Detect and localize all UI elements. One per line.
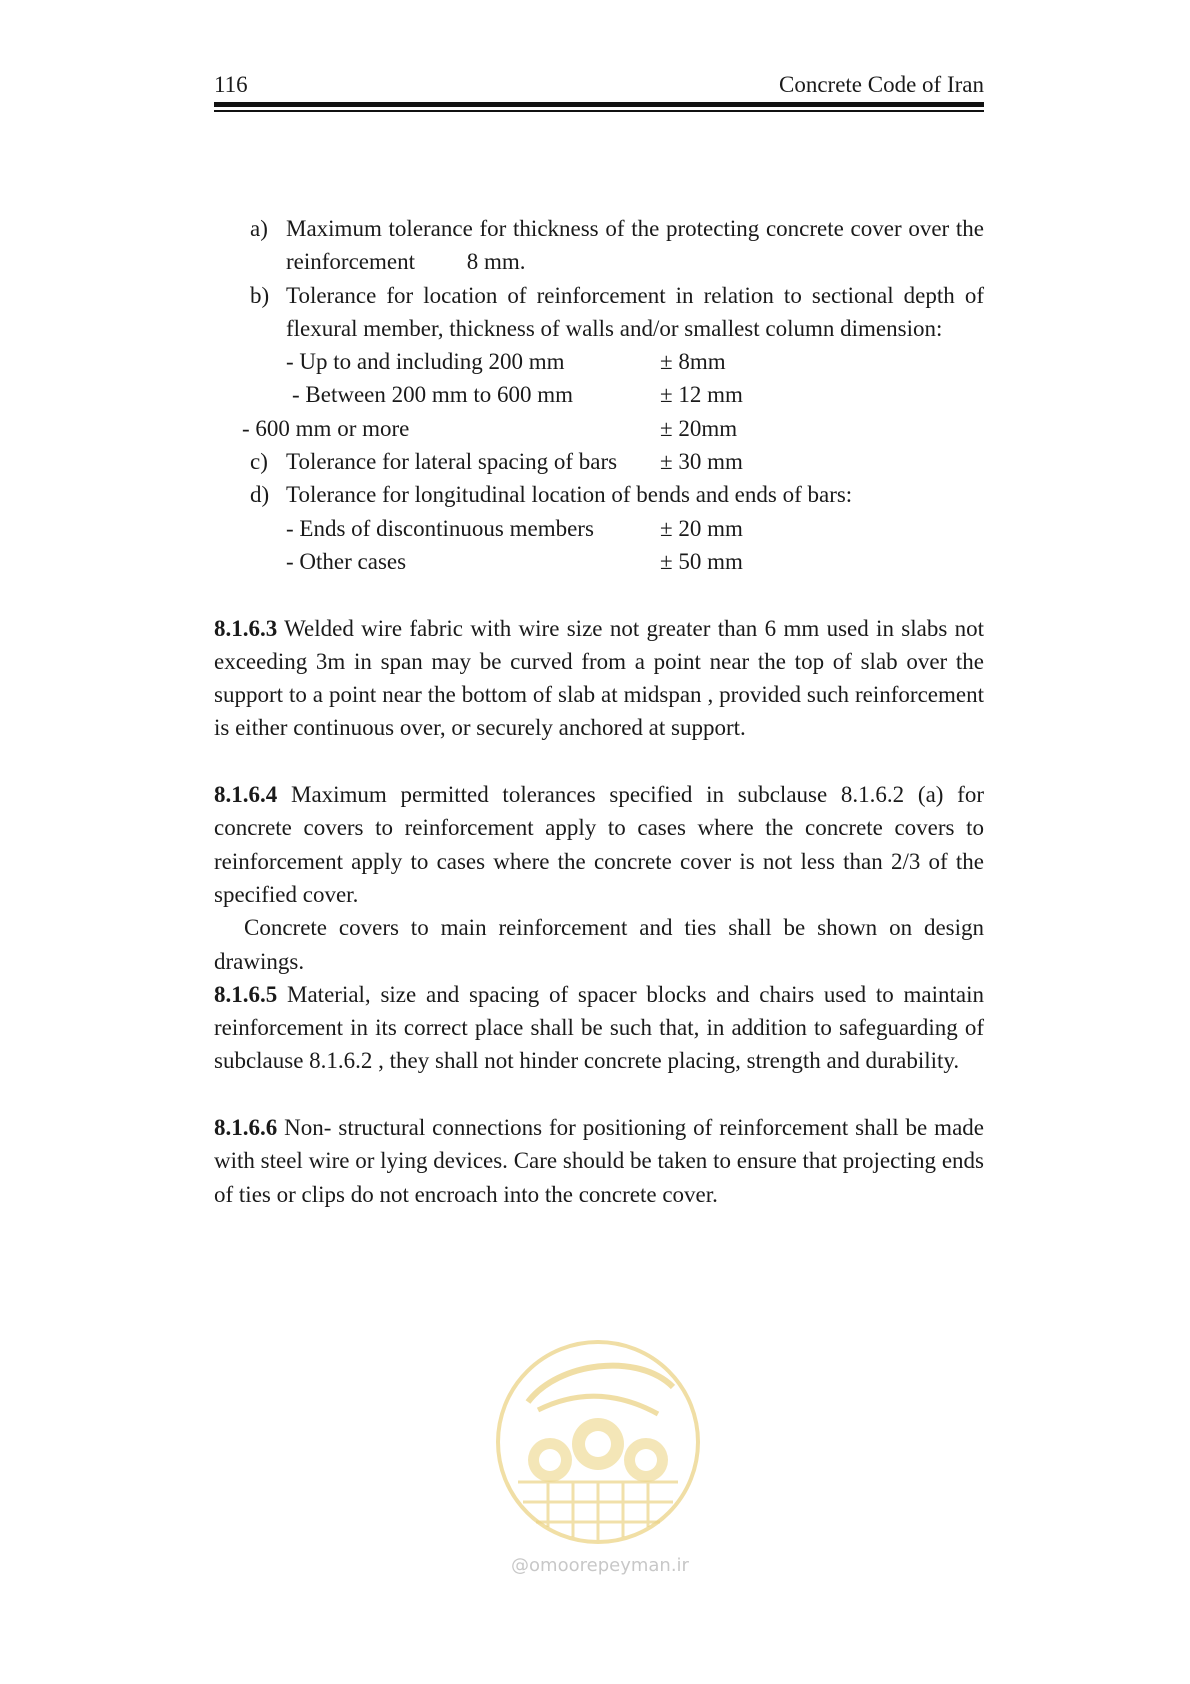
tolerance-value: ± 8mm [660, 349, 726, 375]
clause-text: Material, size and spacing of spacer blocks and chairs used to maintain reinforcement in its correct place shall be such that, in addition to safeguarding of subclause 8.1.6.2 , they shall not hinder concrete placing, strength and durability. [214, 981, 984, 1074]
header-rule-thick [214, 102, 984, 107]
tolerance-label: - 600 mm or more [242, 415, 410, 441]
tolerance-label: - Between 200 mm to 600 mm [292, 382, 574, 408]
list-item-c [214, 445, 984, 478]
clause-number: 8.1.6.4 [214, 782, 278, 808]
tolerance-value: ± 30 mm [660, 449, 743, 475]
list-item-text: Tolerance for location of reinforcement in relation to sectional depth of flexural member, thickness of walls and/or smallest column dimension: [286, 282, 984, 341]
tolerance-row [214, 345, 984, 378]
spacer [214, 745, 984, 778]
clause-8-1-6-5 [214, 978, 984, 1078]
list-item-d [214, 478, 984, 511]
clause-text: Welded wire fabric with wire size not greater than 6 mm used in slabs not exceeding 3m in span may be curved from a point near the top of slab over the support to a point near the bottom of slab at midspan , provided such reinforcement is either continuous over, or securely anchored at support. [214, 615, 984, 741]
tolerance-label: - Other cases [286, 548, 407, 574]
clause-number: 8.1.6.6 [214, 1115, 278, 1141]
header-rule-thin [214, 110, 984, 112]
list-item-text: Maximum tolerance for thickness of the protecting concrete cover over the reinforcement 8 mm. [286, 216, 984, 275]
spacer [214, 578, 984, 611]
spacer [214, 1078, 984, 1111]
tolerance-label: - Ends of discontinuous members [286, 515, 594, 541]
watermark-seal-icon [488, 1332, 708, 1552]
page-number: 116 [214, 72, 248, 97]
page-body [214, 212, 984, 1211]
tolerance-row [214, 412, 984, 445]
tolerance-value: ± 20mm [660, 415, 738, 441]
clause-8-1-6-3 [214, 612, 984, 745]
list-item-b [214, 279, 984, 346]
list-marker: a) [250, 216, 268, 241]
watermark-caption: @omoorepeyman.ir [511, 1555, 689, 1576]
running-title: Concrete Code of Iran [778, 72, 984, 97]
list-item-text: Tolerance for longitudinal location of bends and ends of bars: [286, 482, 853, 508]
list-marker: b) [250, 282, 270, 308]
list-marker: c) [250, 449, 268, 475]
clause-number: 8.1.6.5 [214, 981, 278, 1007]
clause-note: Concrete covers to main reinforcement and ties shall be shown on design drawings. [214, 915, 984, 974]
tolerance-value: ± 20 mm [660, 515, 743, 541]
tolerance-value: ± 50 mm [660, 548, 743, 574]
tolerance-label: Tolerance for lateral spacing of bars [286, 449, 618, 475]
clause-number: 8.1.6.3 [214, 615, 278, 641]
tolerance-row [214, 545, 984, 578]
watermark-logo [488, 1332, 708, 1552]
tolerance-row [214, 378, 984, 411]
tolerance-value: ± 12 mm [660, 382, 743, 408]
clause-text: Maximum permitted tolerances specified in subclause 8.1.6.2 (a) for concrete covers to reinforcement apply to cases where the concrete covers to reinforcement apply to cases where the concrete cover is not less than 2/3 of the specified cover. [214, 782, 984, 907]
clause-text: Non- structural connections for positioning of reinforcement shall be made with steel wire or lying devices. Care should be taken to ensure that projecting ends of ties or clips do not encroach into the concrete cover. [214, 1115, 984, 1207]
tolerance-row [214, 512, 984, 545]
clause-8-1-6-6 [214, 1111, 984, 1211]
tolerance-label: - Up to and including 200 mm [286, 349, 565, 375]
clause-8-1-6-4 [214, 778, 984, 911]
list-marker: d) [250, 482, 270, 508]
list-item-a [214, 212, 984, 279]
